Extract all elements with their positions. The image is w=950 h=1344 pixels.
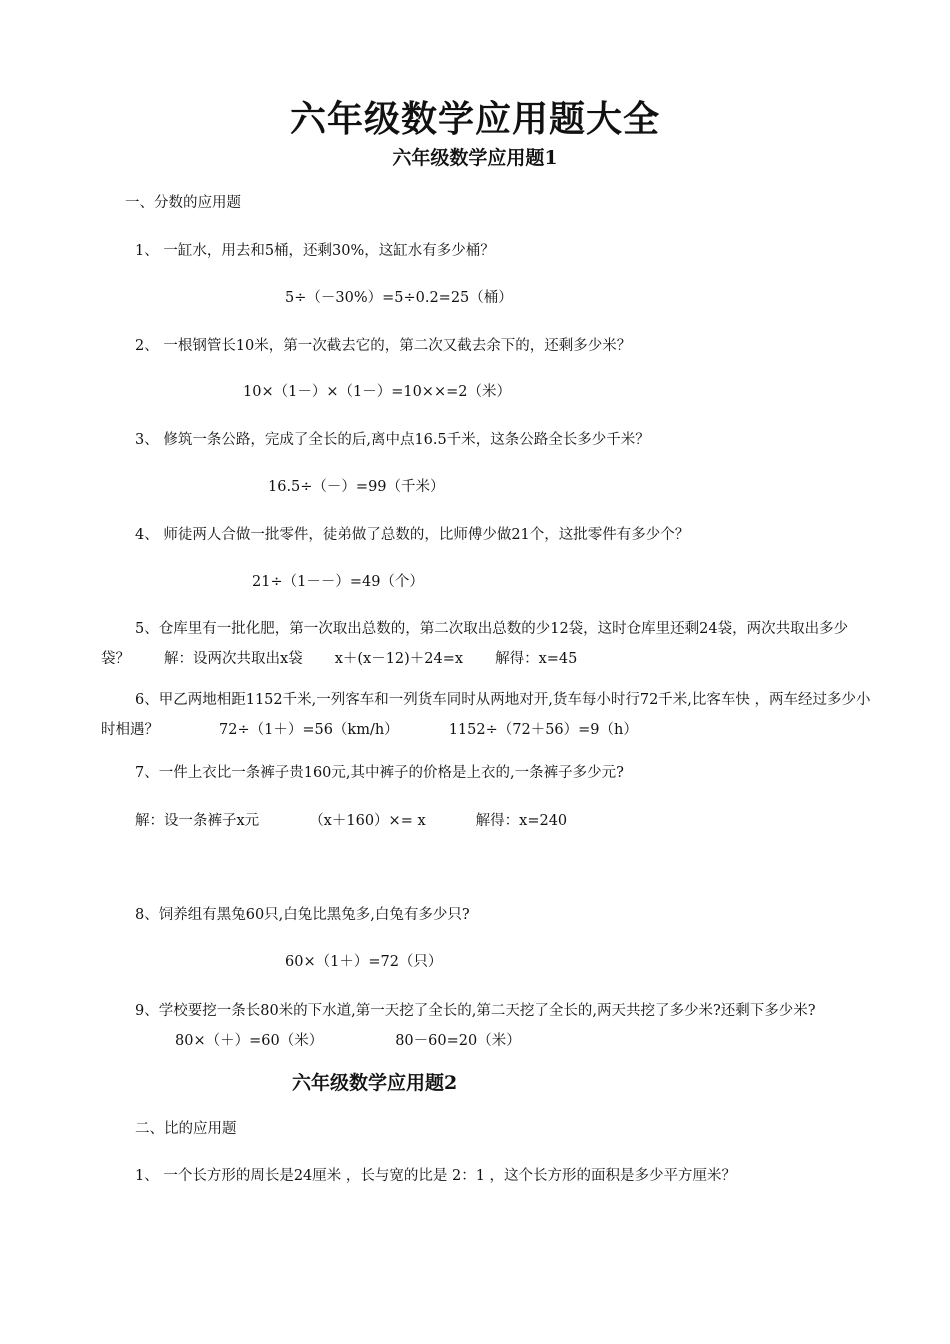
answer-7-setup: 解：设一条裤子x元 — [135, 813, 260, 829]
document-title: 六年级数学应用题大全 — [289, 98, 660, 140]
question-7: 7、一件上衣比一条裤子贵160元,其中裤子的价格是上衣的,一条裤子多少元? — [135, 765, 624, 781]
answer-5-equation: x＋(x－12)＋24=x — [334, 651, 464, 667]
question-1: 1、 一缸水，用去和5桶，还剩30%，这缸水有多少桶？ — [135, 243, 495, 259]
answer-4: 21÷（1－－）=49（个） — [252, 574, 424, 590]
question-5-text: 5、仓库里有一批化肥，第一次取出总数的，第二次取出总数的少12袋，这时仓库里还剩24袋，两次共取出多少袋？ — [101, 621, 849, 667]
question-9 — [101, 996, 871, 1056]
answer-1: 5÷（－30%）=5÷0.2=25（桶） — [285, 290, 513, 306]
answer-3: 16.5÷（－）=99（千米） — [268, 479, 445, 495]
answer-5-result: 解得：x=45 — [495, 651, 578, 667]
answer-8: 60×（1＋）=72（只） — [285, 954, 443, 970]
answer-7 — [135, 811, 567, 831]
answer-6-step-1: 72÷（1＋）=56（km/h） — [219, 722, 399, 738]
question-6-text: 6、甲乙两地相距1152千米,一列客车和一列货车同时从两地对开,货车每小时行72千米,比客车快 ，两车经过多少小时相遇？ — [101, 692, 871, 738]
question-9-text: 9、学校要挖一条长80米的下水道,第一天挖了全长的,第二天挖了全长的,两天共挖了多少米?还剩下多少米? — [135, 1003, 816, 1019]
answer-7-equation: （x＋160）×= x — [309, 813, 426, 829]
answer-7-result: 解得：x=240 — [475, 813, 568, 829]
answer-6-step-2: 1152÷（72＋56）=9（h） — [448, 722, 638, 738]
section-2-heading: 二、比的应用题 — [135, 1121, 237, 1137]
section-2-question-1: 1、 一个长方形的周长是24厘米 ，长与宽的比是 2：1 ，这个长方形的面积是多少平方厘米？ — [135, 1168, 737, 1184]
question-6 — [101, 685, 871, 745]
section-1-title: 六年级数学应用题1 — [392, 147, 558, 169]
question-4: 4、 师徒两人合做一批零件，徒弟做了总数的，比师傅少做21个，这批零件有多少个？ — [135, 527, 690, 543]
section-2-title: 六年级数学应用题2 — [292, 1072, 458, 1094]
question-5 — [101, 614, 871, 674]
section-1-heading: 一、分数的应用题 — [125, 195, 241, 211]
answer-9-step-1: 80×（＋）=60（米） — [175, 1033, 324, 1049]
answer-5-setup: 解：设两次共取出x袋 — [164, 651, 303, 667]
answer-2: 10×（1－）×（1－）=10××=2（米） — [243, 384, 511, 400]
question-8: 8、饲养组有黑兔60只,白兔比黑兔多,白兔有多少只? — [135, 907, 470, 923]
answer-9-step-2: 80－60=20（米） — [395, 1033, 521, 1049]
question-2: 2、 一根钢管长10米，第一次截去它的，第二次又截去余下的，还剩多少米？ — [135, 338, 632, 354]
question-3: 3、 修筑一条公路，完成了全长的后,离中点16.5千米，这条公路全长多少千米？ — [135, 432, 650, 448]
